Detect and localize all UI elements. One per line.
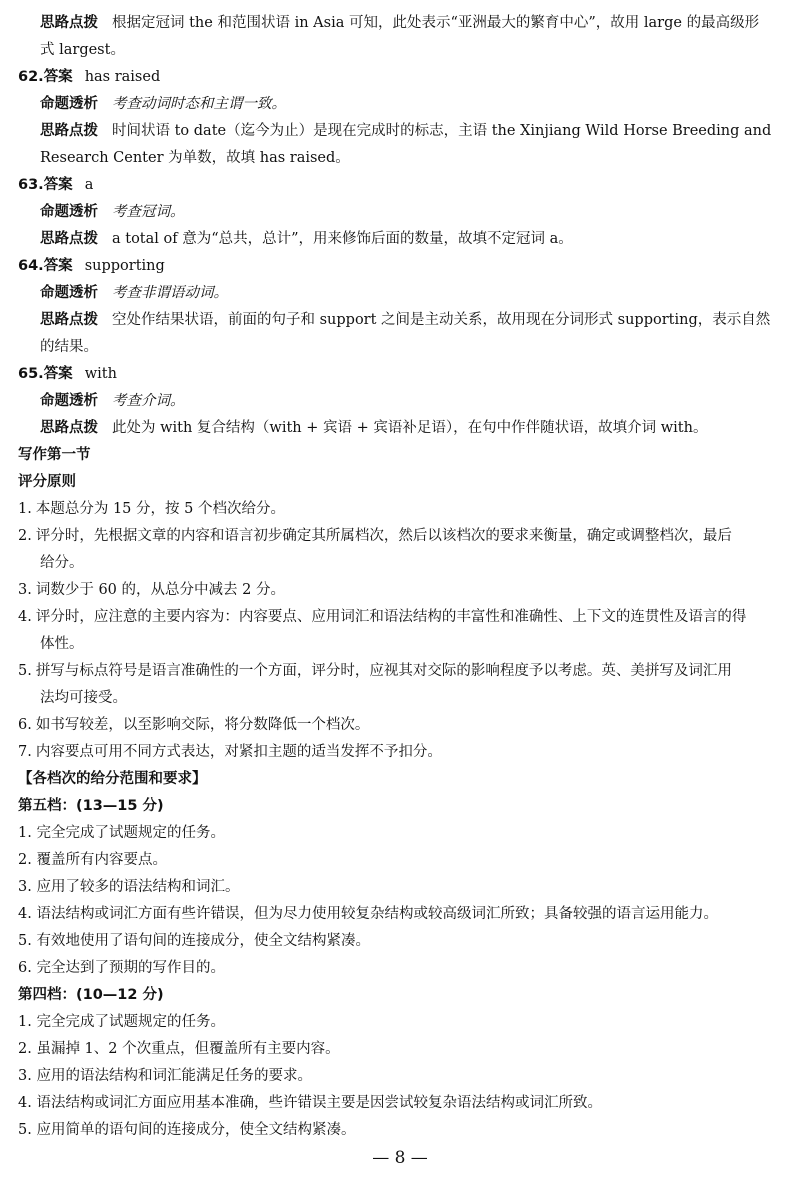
q64-hint: 思路点拨 空处作结果状语，前面的句子和 support 之间是主动关系，故用现在分词形式 supporting，表示自然 bbox=[40, 312, 771, 328]
principles-title: 评分原则 bbox=[18, 474, 76, 490]
principle-item bbox=[18, 658, 788, 685]
principle-text: 评分时，先根据文章的内容和语言初步确定其所属档次，然后以该档次的要求来衡量，确定或调整档次，最后 bbox=[35, 528, 732, 544]
principle-text: 法均可接受。 bbox=[40, 690, 127, 706]
principle-number: 3. bbox=[18, 582, 32, 598]
level5-title: 第五档：(13—15 分) bbox=[18, 798, 164, 814]
principle-item bbox=[18, 739, 788, 766]
q61-hint: 思路点拨 根据定冠词 the 和范围状语 in Asia 可知，此处表示“亚洲最大的繁育中心”，故用 large 的最高级形 bbox=[40, 15, 760, 31]
principle-item bbox=[18, 604, 788, 631]
q65-answer: 65.答案 with bbox=[18, 366, 117, 382]
level5-item: 1. 完全完成了试题规定的任务。 bbox=[18, 825, 225, 841]
level5-item: 3. 应用了较多的语法结构和词汇。 bbox=[18, 879, 240, 895]
level5-item: 5. 有效地使用了语句间的连接成分，使全文结构紧凑。 bbox=[18, 933, 370, 949]
principle-text: 词数少于 60 的，从总分中减去 2 分。 bbox=[35, 582, 285, 598]
principle-item bbox=[18, 577, 788, 604]
level4-list bbox=[18, 1009, 788, 1144]
principle-item bbox=[18, 496, 788, 523]
principles-list bbox=[18, 496, 788, 766]
principle-text: 内容要点可用不同方式表达，对紧扣主题的适当发挥不予扣分。 bbox=[35, 744, 442, 760]
q63-hint: 思路点拨 a total of 意为“总共，总计”，用来修饰后面的数量，故填不定冠词 a。 bbox=[40, 231, 573, 247]
level4-item: 1. 完全完成了试题规定的任务。 bbox=[18, 1014, 225, 1030]
principle-text: 体性。 bbox=[40, 636, 84, 652]
level5-list bbox=[18, 820, 788, 982]
level5-item: 6. 完全达到了预期的写作目的。 bbox=[18, 960, 225, 976]
principle-number: 5. bbox=[18, 663, 32, 679]
level4-item: 4. 语法结构或词汇方面应用基本准确，些许错误主要是因尝试较复杂语法结构或词汇所致。 bbox=[18, 1095, 602, 1111]
q62-hint-cont: Research Center 为单数，故填 has raised。 bbox=[40, 150, 350, 166]
q62-answer: 62.答案 has raised bbox=[18, 69, 161, 85]
level5-item: 4. 语法结构或词汇方面有些许错误，但为尽力使用较复杂结构或较高级词汇所致；具备较强的语言运用能力。 bbox=[18, 906, 718, 922]
q64-hint-cont: 的结果。 bbox=[40, 339, 98, 355]
q64-answer: 64.答案 supporting bbox=[18, 258, 165, 274]
principle-item-cont bbox=[18, 631, 788, 658]
q65-analysis: 命题透析 考查介词。 bbox=[40, 393, 185, 409]
level4-item: 3. 应用的语法结构和词汇能满足任务的要求。 bbox=[18, 1068, 312, 1084]
principle-item-cont bbox=[18, 550, 788, 577]
q64-analysis: 命题透析 考查非谓语动词。 bbox=[40, 285, 228, 301]
level4-item: 2. 虽漏掉 1、2 个次重点，但覆盖所有主要内容。 bbox=[18, 1041, 340, 1057]
page-number: — 8 — bbox=[372, 1148, 428, 1168]
principle-number: 2. bbox=[18, 528, 32, 544]
principle-text: 给分。 bbox=[40, 555, 84, 571]
q62-analysis: 命题透析 考查动词时态和主谓一致。 bbox=[40, 96, 286, 112]
level5-item: 2. 覆盖所有内容要点。 bbox=[18, 852, 167, 868]
principle-item-cont bbox=[18, 685, 788, 712]
principle-number: 4. bbox=[18, 609, 32, 625]
document-page bbox=[18, 10, 788, 1144]
principle-item bbox=[18, 712, 788, 739]
principle-number: 7. bbox=[18, 744, 32, 760]
q63-analysis: 命题透析 考查冠词。 bbox=[40, 204, 185, 220]
principle-number: 6. bbox=[18, 717, 32, 733]
level4-title: 第四档：(10—12 分) bbox=[18, 987, 164, 1003]
principle-text: 本题总分为 15 分，按 5 个档次给分。 bbox=[35, 501, 285, 517]
q62-hint: 思路点拨 时间状语 to date（迄今为止）是现在完成时的标志，主语 the Xinjiang Wild Horse Breeding and bbox=[40, 123, 772, 139]
principle-number: 1. bbox=[18, 501, 32, 517]
principle-text: 如书写较差，以至影响交际，将分数降低一个档次。 bbox=[35, 717, 370, 733]
q65-hint: 思路点拨 此处为 with 复合结构（with + 宾语 + 宾语补足语），在句中作伴随状语，故填介词 with。 bbox=[40, 420, 708, 436]
principle-item bbox=[18, 523, 788, 550]
q61-hint-cont: 式 largest。 bbox=[40, 42, 125, 58]
principle-text: 拼写与标点符号是语言准确性的一个方面，评分时，应视其对交际的影响程度予以考虑。英、美拼写及词汇用 bbox=[35, 663, 732, 679]
level4-item: 5. 应用简单的语句间的连接成分，使全文结构紧凑。 bbox=[18, 1122, 356, 1138]
writing-section-title: 写作第一节 bbox=[18, 447, 91, 463]
principle-text: 评分时，应注意的主要内容为：内容要点、应用词汇和语法结构的丰富性和准确性、上下文的连贯性及语言的得 bbox=[35, 609, 747, 625]
q63-answer: 63.答案 a bbox=[18, 177, 94, 193]
levels-title: 【各档次的给分范围和要求】 bbox=[18, 771, 207, 787]
